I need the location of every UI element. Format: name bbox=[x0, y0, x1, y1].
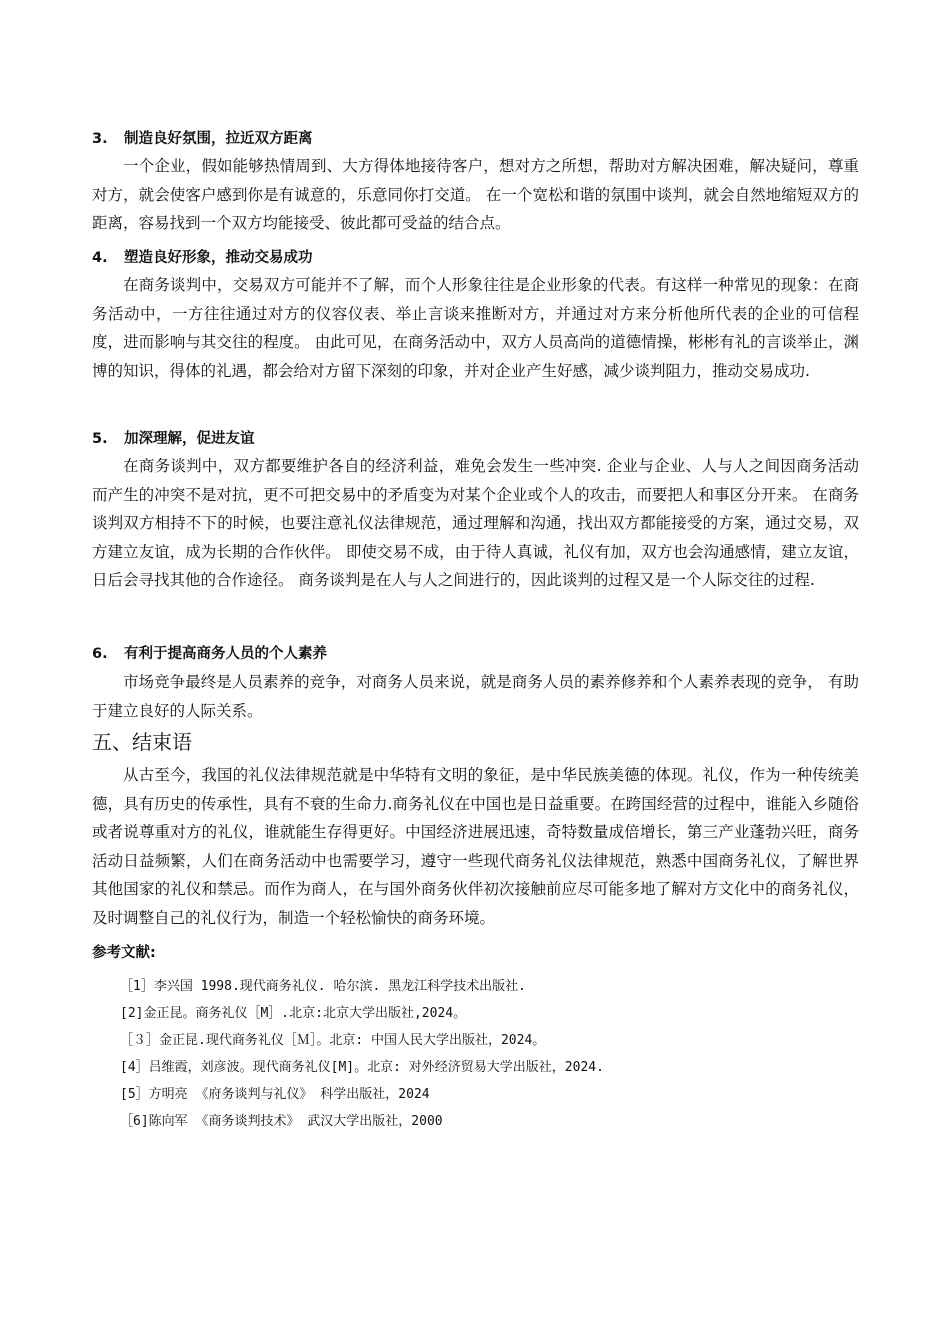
section-body-6: 市场竞争最终是人员素养的竞争，对商务人员来说，就是商务人员的素养修养和个人素养表现的竞争， 有助于建立良好的人际关系。 bbox=[92, 673, 859, 720]
reference-item: ［1］李兴国 1998.现代商务礼仪. 哈尔滨. 黑龙江科学技术出版社. bbox=[120, 979, 526, 994]
section-number: 4. bbox=[92, 250, 108, 266]
reference-item: [2]金正昆。商务礼仪［M］.北京:北京大学出版社,2024。 bbox=[120, 1006, 467, 1021]
reference-item: ［３］金正昆.现代商务礼仪［Ｍ］。北京: 中国人民大学出版社，2024。 bbox=[120, 1033, 546, 1048]
section-heading-6 bbox=[92, 644, 327, 664]
reference-item: [5］方明亮 《府务谈判与礼仪》 科学出版社，2024 bbox=[120, 1087, 430, 1102]
section-number: 5. bbox=[92, 431, 108, 447]
conclusion-heading: 五、结束语 bbox=[92, 730, 192, 754]
reference-item: [4］吕维霞，刘彦波。现代商务礼仪[M]。北京: 对外经济贸易大学出版社，2024. bbox=[120, 1060, 604, 1075]
conclusion-body: 从古至今，我国的礼仪法律规范就是中华特有文明的象征，是中华民族美德的体现。礼仪，作为一种传统美德，具有历史的传承性，具有不衰的生命力.商务礼仪在中国也是日益重要。在跨国经营的过程中，谁能入乡随俗或者说尊重对方的礼仪，谁就能生存得更好。中国经济进展迅速，奇特数量成倍增长，第三产业蓬勃兴旺，商务活动日益频繁，人们在商务活动中也需要学习，遵守一些现代商务礼仪法律规范，熟悉中国商务礼仪，了解世界其他国家的礼仪和禁忌。而作为商人，在与国外商务伙伴初次接触前应尽可能多地了解对方文化中的商务礼仪，及时调整自己的礼仪行为，制造一个轻松愉快的商务环境。 bbox=[92, 766, 859, 927]
section-number: 6. bbox=[92, 646, 108, 662]
section-body-4: 在商务谈判中，交易双方可能并不了解，而个人形象往往是企业形象的代表。有这样一种常见的现象：在商务活动中，一方往往通过对方的仪容仪表、举止言谈来推断对方，并通过对方来分析他所代表的企业的可信程度，进而影响与其交往的程度。 由此可见，在商务活动中，双方人员高尚的道德情操，彬彬有礼的言谈举止，渊博的知识，得体的礼遇，都会给对方留下深刻的印象，并对企业产生好感，减少谈判阻力，推动交易成功. bbox=[92, 276, 859, 380]
section-body-5: 在商务谈判中，双方都要维护各自的经济利益，难免会发生一些冲突. 企业与企业、人与人之间因商务活动而产生的冲突不是对抗，更不可把交易中的矛盾变为对某个企业或个人的攻击，而要把人和事区分开来。 在商务谈判双方相持不下的时候，也要注意礼仪法律规范，通过理解和沟通，找出双方都能接受的方案，通过交易，双方建立友谊，成为长期的合作伙伴。 即使交易不成，由于待人真诚，礼仪有加，双方也会沟通感情，建立友谊，日后会寻找其他的合作途径。 商务谈判是在人与人之间进行的，因此谈判的过程又是一个人际交往的过程. bbox=[92, 457, 859, 589]
references-list bbox=[120, 973, 860, 1135]
section-number: 3. bbox=[92, 131, 108, 147]
section-heading-4 bbox=[92, 248, 313, 268]
section-title: 制造良好氛围，拉近双方距离 bbox=[124, 131, 313, 147]
section-heading-3 bbox=[92, 129, 313, 149]
section-title: 塑造良好形象，推动交易成功 bbox=[124, 250, 313, 266]
section-title: 有利于提高商务人员的个人素养 bbox=[124, 646, 327, 662]
section-body-3: 一个企业，假如能够热情周到、大方得体地接待客户，想对方之所想，帮助对方解决困难，解决疑问，尊重对方，就会使客户感到你是有诚意的，乐意同你打交道。 在一个宽松和谐的氛围中谈判，就会自然地缩短双方的距离，容易找到一个双方均能接受、彼此都可受益的结合点。 bbox=[92, 157, 859, 232]
section-title: 加深理解，促进友谊 bbox=[124, 431, 255, 447]
section-heading-5 bbox=[92, 429, 255, 449]
reference-item: ［6]陈向军 《商务谈判技术》 武汉大学出版社，2000 bbox=[120, 1114, 443, 1129]
references-title: 参考文献: bbox=[92, 945, 156, 961]
